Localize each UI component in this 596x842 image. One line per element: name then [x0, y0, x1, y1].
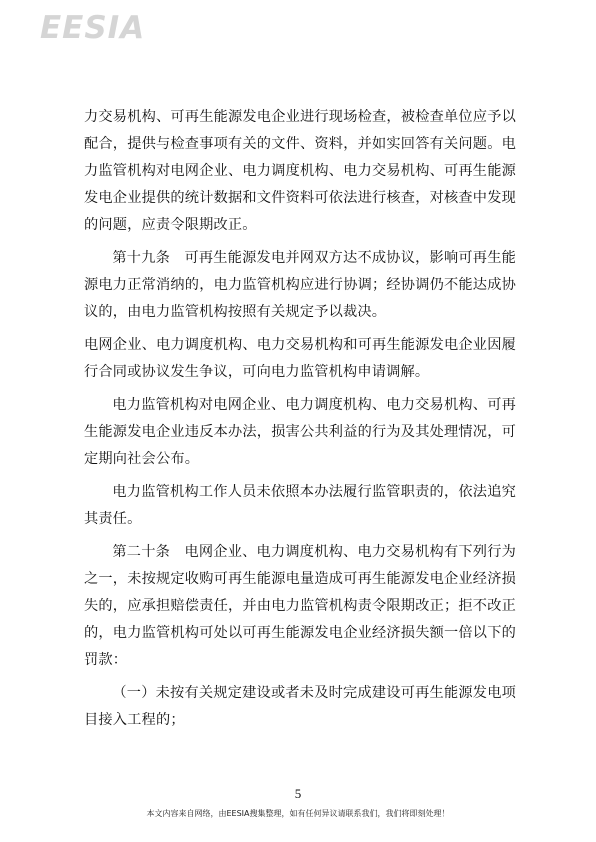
- paragraph-staff-liability: 电力监管机构工作人员未依照本办法履行监管职责的，依法追究其责任。: [84, 484, 516, 527]
- paragraph-public-disclosure: 电力监管机构对电网企业、电力调度机构、电力交易机构、可再生能源发电企业违反本办法，损害公共利益的行为及其处理情况，可定期向社会公布。: [84, 397, 516, 467]
- footer-disclaimer: 本文内容来自网络，由EESIA搜集整理，如有任何异议请联系我们，我们将即刻处理！: [146, 809, 450, 818]
- document-body: [84, 104, 516, 740]
- page-number: 5: [294, 786, 302, 801]
- paragraph-item-1: （一）未按有关规定建设或者未及时完成建设可再生能源发电项目接入工程的；: [84, 685, 516, 728]
- paragraph-dispute-mediation: 电网企业、电力调度机构、电力交易机构和可再生能源发电企业因履行合同或协议发生争议，可向电力监管机构申请调解。: [84, 337, 516, 380]
- eesia-logo: EESIA: [40, 10, 146, 46]
- paragraph-article-20: 第二十条 电网企业、电力调度机构、电力交易机构有下列行为之一，未按规定收购可再生能源电量造成可再生能源发电企业经济损失的，应承担赔偿责任，并由电力监管机构责令限期改正；拒不改正的，电力监管机构可处以可再生能源发电企业经济损失额一倍以下的罚款：: [84, 544, 516, 668]
- paragraph-article-19: 第十九条 可再生能源发电并网双方达不成协议，影响可再生能源电力正常消纳的，电力监管机构应进行协调；经协调仍不能达成协议的，由电力监管机构按照有关规定予以裁决。: [84, 250, 516, 320]
- paragraph-continuation: 力交易机构、可再生能源发电企业进行现场检查，被检查单位应予以配合，提供与检查事项有关的文件、资料，并如实回答有关问题。电力监管机构对电网企业、电力调度机构、电力交易机构、可再生能源发电企业提供的统计数据和文件资料可依法进行核查，对核查中发现的问题，应责令限期改正。: [84, 109, 516, 233]
